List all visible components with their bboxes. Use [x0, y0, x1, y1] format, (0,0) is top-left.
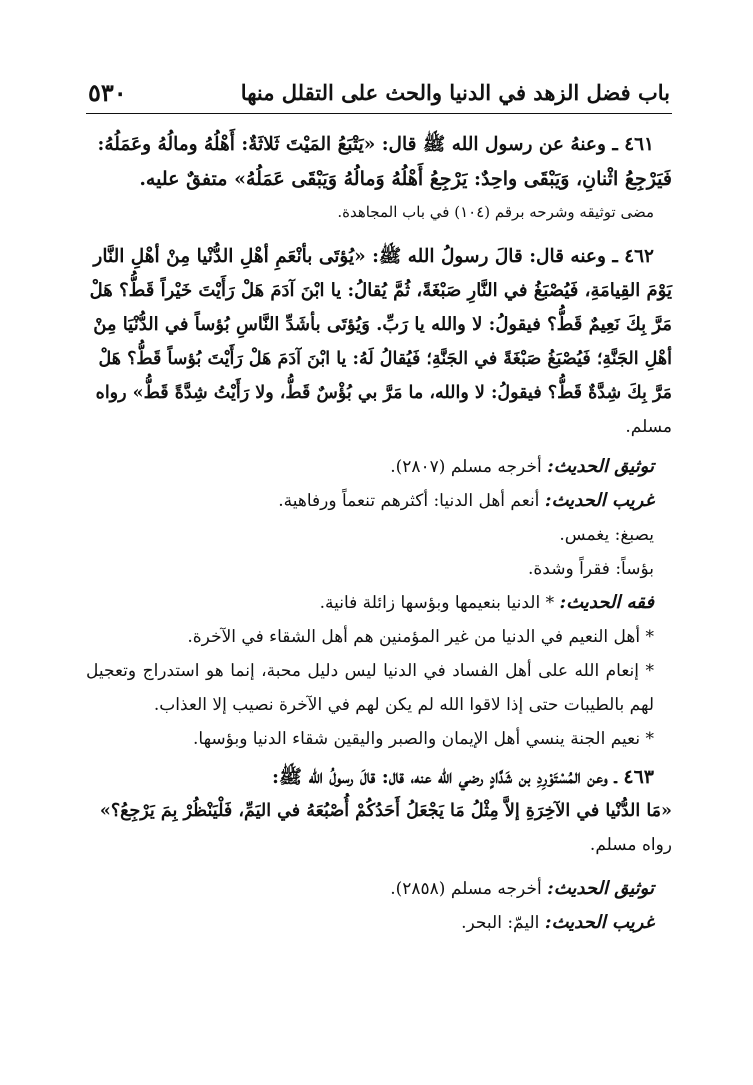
page-body [86, 128, 672, 940]
hadith-463-notes [86, 872, 672, 940]
tawthiq-line [86, 872, 672, 906]
hadith-note: مضى توثيقه وشرحه برقم (١٠٤) في باب المجاهدة. [337, 203, 654, 221]
fiqh-point: * نعيم الجنة ينسي أهل الإيمان والصبر واليقين شقاء الدنيا وبؤسها. [193, 729, 654, 749]
header-rule [86, 113, 672, 114]
hadith-text-line: يَوْمَ القِيامَةِ، فَيُصْبَغُ في النَّارِ صَبْغَةً، ثُمَّ يُقالُ: يا ابْنَ آدَمَ هَلْ رَأَيْتَ خَيْراً قَطُّ؟ هَلْ [89, 280, 672, 301]
tawthiq-label: توثيق الحديث: [547, 878, 654, 899]
definition-line: يصبغ: يغمس. [559, 525, 654, 545]
gharib-label: غريب الحديث: [544, 912, 654, 933]
gharib-line [86, 906, 672, 940]
fiqh-text: * الدنيا بنعيمها وبؤسها زائلة فانية. [319, 593, 555, 613]
hadith-text-line: فَيَرْجِعُ اثْنانِ، وَيَبْقَى واحِدٌ: يَرْجِعُ أَهْلُهُ وَمالُهُ وَيَبْقَى عَمَلُهُ» متفقٌ عليه. [139, 168, 672, 190]
hadith-text-line: ٤٦٣ ـ وعن المُسْتَوْرِدِ بن شَدَّادٍ رضي الله عنه، قال: قالَ رسولُ الله ﷺ: [272, 766, 654, 788]
chapter-title: باب فضل الزهد في الدنيا والحث على التقلل منها [240, 80, 670, 105]
hadith-text-line: أهْلِ الجَنَّةِ؛ فَيُصْبَغُ صَبْغَةً في الجَنَّةِ؛ فَيُقالُ لَهُ: يا ابْنَ آدَمَ هَلْ رَأَيْتَ بُؤساً قَطُّ؟ هَلْ [98, 349, 672, 369]
tawthiq-label: توثيق الحديث: [547, 456, 654, 477]
hadith-text-line: مَرَّ بِكَ نَعِيمٌ قَطُّ؟ فيقولُ: لا والله يا رَبِّ. وَيُؤتَى بأشَدِّ النَّاسِ بُؤساً في الدُّنْيَا مِنْ [93, 314, 672, 335]
fiqh-label: فقه الحديث: [559, 592, 654, 613]
hadith-text-line: مسلم. [625, 417, 672, 437]
fiqh-point: * إنعام الله على أهل الفساد في الدنيا ليس دليل محبة، إنما هو استدراج وتعجيل لهم بالطيبات حتى إذا لاقوا الله لم يكن لهم في الآخرة نصيب إلا العذاب. [86, 661, 654, 715]
hadith-text-line: ٤٦١ ـ وعنهُ عن رسول الله ﷺ قال: «يَتْبَعُ المَيْتَ ثَلاثَةٌ: أَهْلُهُ ومالُهُ وعَمَلُهُ: [97, 134, 654, 155]
definition-line: بؤساً: فقراً وشدة. [528, 559, 654, 579]
gharib-text: أنعم أهل الدنيا: أكثرهم تنعماً ورفاهية. [278, 491, 540, 511]
tawthiq-text: أخرجه مسلم (٢٨٥٨). [390, 879, 542, 899]
hadith-462-notes [86, 450, 672, 756]
hadith-text-line: مَرَّ بِكَ شِدَّةٌ قَطُّ؟ فيقولُ: لا والله، ما مَرَّ بي بُؤْسٌ قَطُّ، ولا رَأَيْتُ شِدَّةً قَطُّ» رواه [95, 383, 672, 403]
fiqh-line [86, 586, 672, 620]
page-header [88, 78, 670, 110]
tawthiq-line [86, 450, 672, 484]
gharib-text: اليمّ: البحر. [461, 913, 540, 933]
hadith-text-line: ٤٦٢ ـ وعنه قال: قالَ رسولُ الله ﷺ: «يُؤتَى بأنْعَمِ أهْلِ الدُّنْيا مِنْ أهْلِ النَّار [93, 246, 654, 267]
gharib-label: غريب الحديث: [544, 490, 654, 511]
fiqh-point: * أهل النعيم في الدنيا من غير المؤمنين هم أهل الشقاء في الآخرة. [187, 627, 654, 647]
hadith-461 [86, 128, 672, 228]
gharib-line [86, 484, 672, 518]
hadith-text-line: «مَا الدُّنْيا في الآخِرَةِ إلاَّ مِثْلُ مَا يَجْعَلُ أَحَدُكُمْ أُصْبُعَهُ في اليَمِّ، فَلْيَنْظُرْ بِمَ يَرْجِعُ؟» [99, 801, 672, 821]
tawthiq-text: أخرجه مسلم (٢٨٠٧). [390, 457, 542, 477]
hadith-text-line: رواه مسلم. [589, 835, 672, 855]
page-number: ٥٣٠ [88, 78, 127, 107]
hadith-463 [86, 760, 672, 862]
hadith-462 [86, 240, 672, 444]
